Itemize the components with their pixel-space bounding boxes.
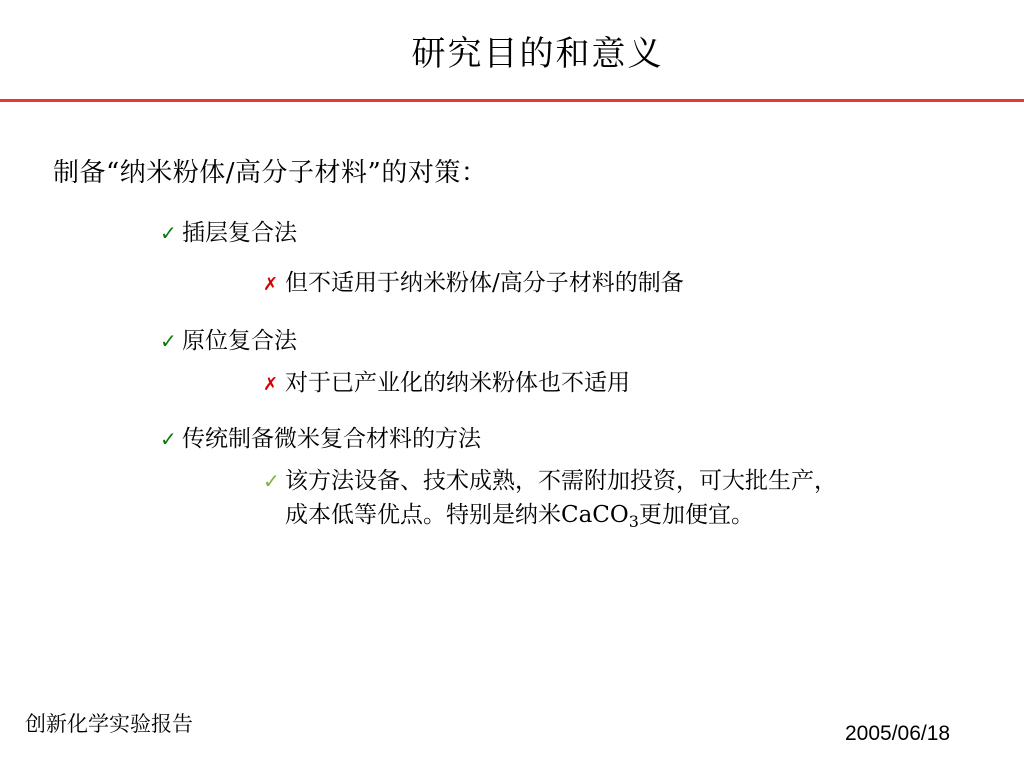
method-note: 但不适用于纳米粉体/高分子材料的制备 <box>285 270 684 296</box>
subscript-3: 3 <box>628 512 639 531</box>
method-note-in-situ <box>263 368 630 400</box>
method-label: 插层复合法 <box>182 220 297 246</box>
method-note-text: 成本低等优点。特别是纳米CaCO <box>285 502 629 528</box>
cross-icon: ✗ <box>263 374 279 395</box>
strategy-heading: 制备“纳米粉体/高分子材料”的对策： <box>53 158 488 188</box>
method-note-traditional-line1 <box>263 466 837 496</box>
method-label: 传统制备微米复合材料的方法 <box>182 426 481 452</box>
cross-icon: ✗ <box>263 274 279 295</box>
check-icon: ✓ <box>263 469 280 493</box>
method-note-traditional-line2 <box>285 500 754 537</box>
method-note: 对于已产业化的纳米粉体也不适用 <box>285 370 630 396</box>
page-title: 研究目的和意义 <box>411 34 664 74</box>
footer-report-name: 创新化学实验报告 <box>25 712 193 736</box>
title-divider <box>0 99 1024 102</box>
check-icon: ✓ <box>160 427 177 451</box>
method-note-text-end: 更加便宜。 <box>638 502 754 528</box>
method-note: 该方法设备、技术成熟，不需附加投资，可大批生产， <box>285 468 837 494</box>
check-icon: ✓ <box>160 329 177 353</box>
footer-date: 2005/06/18 <box>845 722 951 745</box>
method-item-traditional <box>160 424 481 454</box>
method-label: 原位复合法 <box>182 328 297 354</box>
method-item-in-situ <box>160 326 297 356</box>
method-item-intercalation <box>160 218 297 248</box>
method-note-intercalation <box>263 268 684 300</box>
check-icon: ✓ <box>160 221 177 245</box>
